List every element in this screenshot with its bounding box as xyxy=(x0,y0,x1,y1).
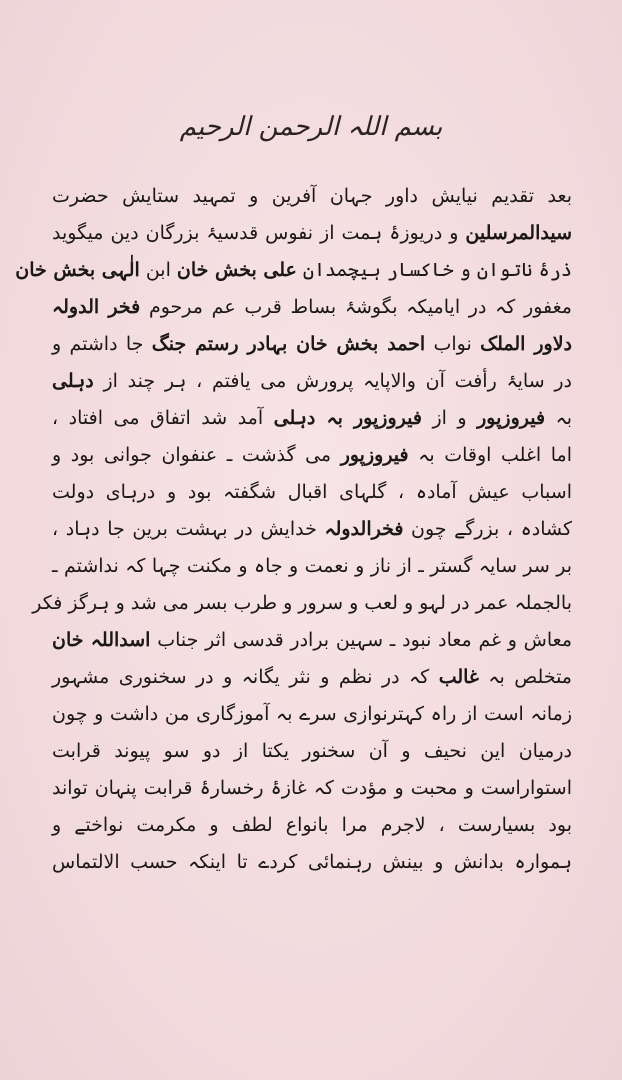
text-segment: متخلص بہ xyxy=(478,666,572,688)
text-line xyxy=(52,622,572,659)
text-segment: بود بسیارست ، لاجرم مرا بانواع لطف و مکرمت نواختے و xyxy=(52,814,572,836)
text-segment: بہ xyxy=(545,407,573,429)
bold-name: دلاور الملک xyxy=(480,333,572,355)
text-line xyxy=(52,326,572,363)
bold-name: الٰہی بخش خان xyxy=(15,259,140,281)
bold-name: فیروزپور بہ دہلی xyxy=(273,407,422,429)
text-segment: بالجملہ عمر در لہو و لعب و سرور و طرب بسر می شد و ہرگز فکر xyxy=(32,592,572,614)
text-line xyxy=(52,770,572,807)
text-segment: زمانہ است از راہ کہترنوازی سرے بہ آموزگاری من داشت و چون xyxy=(52,703,572,725)
text-segment: بر سر سایہ گستر ـ از ناز و نعمت و جاہ و مکنت چہا کہ نداشتم ـ xyxy=(52,555,572,577)
text-segment: ہموارہ بدانش و بینش رہنمائی کردے تا اینکہ حسب الالتماس xyxy=(52,851,572,873)
text-line xyxy=(52,511,572,548)
text-segment: مغفور کہ در ایامیکہ بگوشۂ بساط قرب عم مرحوم xyxy=(140,296,572,318)
text-line xyxy=(52,400,572,437)
text-line xyxy=(52,696,572,733)
text-segment: و دریوزۂ ہمت از نفوس قدسیۂ بزرگان دین میگوید xyxy=(52,222,466,244)
text-segment: معاش و غم معاد نبود ـ سہین برادر قدسی اثر جناب xyxy=(150,629,573,651)
text-segment: درمیان این نحیف و آن سخنور یکتا از دو سو پیوند قرابت xyxy=(52,740,572,762)
body-text xyxy=(15,178,573,881)
bold-name: سیدالمرسلین xyxy=(465,222,572,244)
text-segment: کشادہ ، بزرگے چون xyxy=(403,518,572,540)
text-segment: می گذشت ـ عنفوان جوانی بود و xyxy=(52,444,341,466)
text-segment: بعد تقدیم نیایش داور جہان آفرین و تمہید ستایش حضرت xyxy=(52,185,572,207)
text-segment: کہ در نظم و نثر یگانہ و در سخنوری مشہور xyxy=(52,666,439,688)
text-line xyxy=(52,178,572,215)
text-line xyxy=(52,363,572,400)
text-line xyxy=(52,474,572,511)
bold-name: غالب xyxy=(438,666,479,688)
text-line xyxy=(52,215,572,252)
text-segment: نواب xyxy=(425,333,481,355)
text-segment: آمد شد اتفاق می افتاد ، xyxy=(52,407,274,429)
text-segment: ذرۂ ناتوان و خاکسار ہیچمدان xyxy=(296,259,572,281)
bold-name: فخر الدولہ xyxy=(52,296,141,318)
text-line xyxy=(52,437,572,474)
text-line xyxy=(52,659,572,696)
text-segment: و از xyxy=(421,407,478,429)
text-segment: جا داشتم و xyxy=(52,333,152,355)
text-line xyxy=(52,548,572,585)
bold-name: احمد بخش خان بہادر رستم جنگ xyxy=(151,333,426,355)
text-segment: اما اغلب اوقات بہ xyxy=(408,444,572,466)
text-line xyxy=(15,252,572,289)
bold-name: فیروزپور xyxy=(340,444,409,466)
bold-name: علی بخش خان xyxy=(176,259,297,281)
text-segment: خدایش در بہشت برین جا دہاد ، xyxy=(52,518,325,540)
bold-name: دہلی xyxy=(52,370,94,392)
bold-name: فیروزپور xyxy=(477,407,546,429)
text-line xyxy=(32,585,572,622)
text-line xyxy=(52,289,572,326)
bismillah-heading: بسم اللہ الرحمن الرحیم xyxy=(179,112,443,142)
bold-name: فخرالدولہ xyxy=(324,518,404,540)
text-segment: اسباب عیش آمادہ ، گلہای اقبال شگفتہ بود و درہای دولت xyxy=(52,481,572,503)
text-line xyxy=(52,733,572,770)
text-segment: ابن xyxy=(139,259,177,281)
text-line xyxy=(52,807,572,844)
bold-name: اسداللہ خان xyxy=(52,629,151,651)
text-segment: کہ غازۂ رخسارۂ قرابت پنہان تواند xyxy=(52,777,342,799)
text-segment: در سایۂ رأفت آن والاپایہ پرورش می یافتم ، ہر چند از xyxy=(93,370,572,392)
text-segment: استواراست و محبت و مؤدت xyxy=(341,777,572,799)
text-line xyxy=(52,844,572,881)
